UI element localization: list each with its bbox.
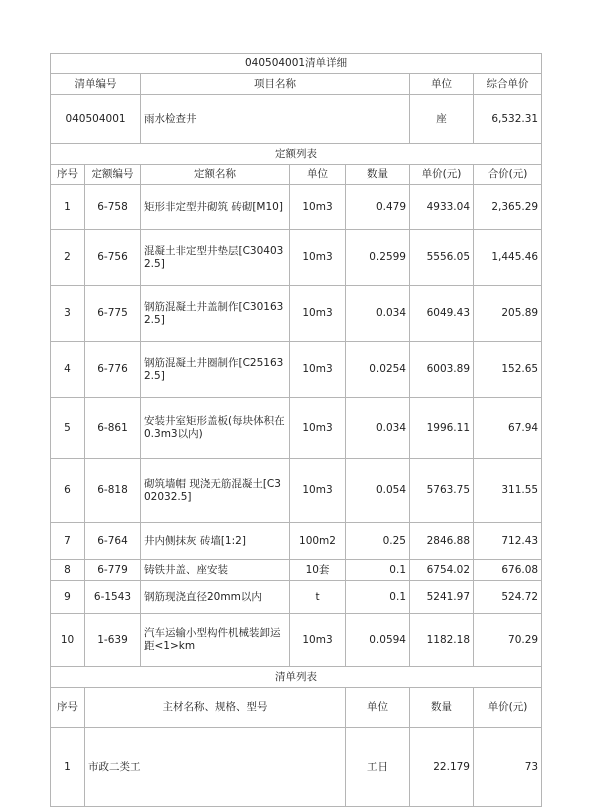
quota-unit: 10m3 xyxy=(290,459,346,523)
material-qty-header: 数量 xyxy=(410,688,474,728)
material-unit-header: 单位 xyxy=(346,688,410,728)
material-name: 市政二类工 xyxy=(85,728,346,807)
quota-code: 6-818 xyxy=(85,459,141,523)
material-header-row xyxy=(51,688,542,728)
table-row xyxy=(51,342,542,398)
quota-name: 安装井室矩形盖板(每块体积在0.3m3以内) xyxy=(141,398,290,459)
quota-unit-price: 4933.04 xyxy=(410,185,474,230)
material-section-title: 清单列表 xyxy=(51,667,542,688)
quota-qty: 0.1 xyxy=(346,560,410,581)
quota-unit-price: 5241.97 xyxy=(410,581,474,614)
quota-qty: 0.034 xyxy=(346,398,410,459)
material-unit-price: 73 xyxy=(474,728,542,807)
quota-code: 6-756 xyxy=(85,230,141,286)
table-row xyxy=(51,523,542,560)
bill-price: 6,532.31 xyxy=(474,95,542,144)
table-row xyxy=(51,560,542,581)
quota-qty: 0.034 xyxy=(346,286,410,342)
table-row xyxy=(51,459,542,523)
bill-code-header: 清单编号 xyxy=(51,74,141,95)
quota-name: 钢筋混凝土井盖制作[C301632.5] xyxy=(141,286,290,342)
quota-name: 矩形非定型井砌筑 砖砌[M10] xyxy=(141,185,290,230)
table-row xyxy=(51,398,542,459)
quota-code: 6-1543 xyxy=(85,581,141,614)
quota-total: 205.89 xyxy=(474,286,542,342)
material-no-header: 序号 xyxy=(51,688,85,728)
bill-code: 040504001 xyxy=(51,95,141,144)
quota-unit: 10m3 xyxy=(290,342,346,398)
quota-qty: 0.479 xyxy=(346,185,410,230)
quota-unit: 10m3 xyxy=(290,614,346,667)
quota-qty-header: 数量 xyxy=(346,165,410,185)
material-name-header: 主材名称、规格、型号 xyxy=(85,688,346,728)
quota-no: 4 xyxy=(51,342,85,398)
quota-total: 2,365.29 xyxy=(474,185,542,230)
quota-no: 8 xyxy=(51,560,85,581)
quota-no: 7 xyxy=(51,523,85,560)
quota-total: 67.94 xyxy=(474,398,542,459)
quota-header-row xyxy=(51,165,542,185)
quota-unit-price: 2846.88 xyxy=(410,523,474,560)
material-unit: 工日 xyxy=(346,728,410,807)
quota-code: 6-764 xyxy=(85,523,141,560)
table-row xyxy=(51,614,542,667)
table-row xyxy=(51,230,542,286)
quota-unit-price: 6754.02 xyxy=(410,560,474,581)
quota-qty: 0.1 xyxy=(346,581,410,614)
quota-total: 70.29 xyxy=(474,614,542,667)
bill-unit-header: 单位 xyxy=(410,74,474,95)
quota-unit-price: 1996.11 xyxy=(410,398,474,459)
quota-no: 6 xyxy=(51,459,85,523)
bill-unit: 座 xyxy=(410,95,474,144)
quota-name: 铸铁井盖、座安装 xyxy=(141,560,290,581)
quota-unit-price: 6003.89 xyxy=(410,342,474,398)
quota-unit-price: 5763.75 xyxy=(410,459,474,523)
material-section-row xyxy=(51,667,542,688)
bill-header-row xyxy=(51,74,542,95)
quota-name: 井内侧抹灰 砖墙[1:2] xyxy=(141,523,290,560)
quota-no: 9 xyxy=(51,581,85,614)
quota-qty: 0.0594 xyxy=(346,614,410,667)
title-row xyxy=(51,54,542,74)
table-row xyxy=(51,728,542,807)
quota-name-header: 定额名称 xyxy=(141,165,290,185)
material-no: 1 xyxy=(51,728,85,807)
quota-unit: 10套 xyxy=(290,560,346,581)
quota-unit: 10m3 xyxy=(290,230,346,286)
quota-total: 311.55 xyxy=(474,459,542,523)
quota-name: 混凝土非定型井垫层[C304032.5] xyxy=(141,230,290,286)
quota-total: 524.72 xyxy=(474,581,542,614)
quota-qty: 0.25 xyxy=(346,523,410,560)
quota-qty: 0.0254 xyxy=(346,342,410,398)
quota-no: 3 xyxy=(51,286,85,342)
quota-section-row xyxy=(51,144,542,165)
quota-total: 152.65 xyxy=(474,342,542,398)
quota-no: 1 xyxy=(51,185,85,230)
quota-code: 6-758 xyxy=(85,185,141,230)
quota-name: 钢筋混凝土井圈制作[C251632.5] xyxy=(141,342,290,398)
bill-name: 雨水检查井 xyxy=(141,95,410,144)
quota-no-header: 序号 xyxy=(51,165,85,185)
quota-unit: 10m3 xyxy=(290,185,346,230)
quota-code: 6-779 xyxy=(85,560,141,581)
quota-code: 6-776 xyxy=(85,342,141,398)
material-qty: 22.179 xyxy=(410,728,474,807)
quota-no: 2 xyxy=(51,230,85,286)
table-row xyxy=(51,581,542,614)
quota-code: 6-861 xyxy=(85,398,141,459)
quota-code-header: 定额编号 xyxy=(85,165,141,185)
quota-no: 10 xyxy=(51,614,85,667)
quota-unit-price: 6049.43 xyxy=(410,286,474,342)
bill-row xyxy=(51,95,542,144)
quota-unit: 10m3 xyxy=(290,286,346,342)
quota-total: 1,445.46 xyxy=(474,230,542,286)
quota-unit: 100m2 xyxy=(290,523,346,560)
quota-code: 6-775 xyxy=(85,286,141,342)
page-title: 040504001清单详细 xyxy=(51,54,542,74)
quota-total: 712.43 xyxy=(474,523,542,560)
quota-section-title: 定额列表 xyxy=(51,144,542,165)
quota-name: 钢筋现浇直径20mm以内 xyxy=(141,581,290,614)
bill-price-header: 综合单价 xyxy=(474,74,542,95)
quota-qty: 0.2599 xyxy=(346,230,410,286)
quota-unit-price: 5556.05 xyxy=(410,230,474,286)
material-unit-price-header: 单价(元) xyxy=(474,688,542,728)
quota-total: 676.08 xyxy=(474,560,542,581)
table-row xyxy=(51,185,542,230)
quota-unit-price-header: 单价(元) xyxy=(410,165,474,185)
quota-qty: 0.054 xyxy=(346,459,410,523)
table-row xyxy=(51,286,542,342)
quota-name: 砌筑墙帽 现浇无筋混凝土[C302032.5] xyxy=(141,459,290,523)
quota-total-header: 合价(元) xyxy=(474,165,542,185)
bill-name-header: 项目名称 xyxy=(141,74,410,95)
quota-no: 5 xyxy=(51,398,85,459)
quota-unit: t xyxy=(290,581,346,614)
bill-detail-table xyxy=(50,53,542,807)
quota-name: 汽车运输小型构件机械装卸运距<1>km xyxy=(141,614,290,667)
quota-unit-price: 1182.18 xyxy=(410,614,474,667)
quota-unit: 10m3 xyxy=(290,398,346,459)
quota-code: 1-639 xyxy=(85,614,141,667)
quota-unit-header: 单位 xyxy=(290,165,346,185)
